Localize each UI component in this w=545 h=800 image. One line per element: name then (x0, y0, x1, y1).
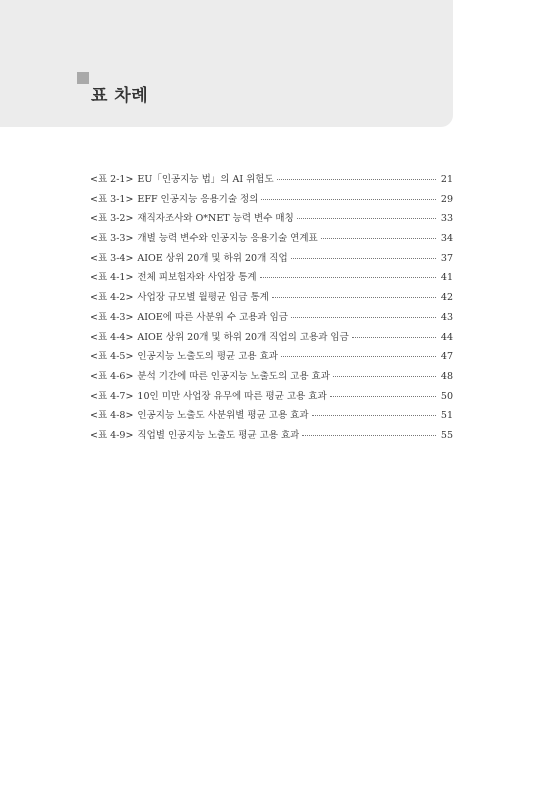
toc-entry[interactable] (90, 308, 453, 328)
toc-dot-leader (312, 415, 436, 416)
toc-entry-page: 44 (440, 331, 453, 343)
toc-dot-leader (321, 238, 436, 239)
toc-dot-leader (261, 199, 436, 200)
toc-entry-title: 사업장 규모별 월평균 임금 통계 (137, 292, 269, 304)
toc-entry-page: 55 (440, 429, 453, 441)
toc-dot-leader (291, 317, 436, 318)
toc-dot-leader (330, 396, 436, 397)
toc-entry-title: 인공지능 노출도 사분위별 평균 고용 효과 (137, 410, 309, 422)
toc-entry-number: <표 3-4> (90, 252, 134, 264)
toc-entry-title: 전체 피보험자와 사업장 통계 (137, 272, 257, 284)
toc-entry[interactable] (90, 170, 453, 190)
toc-dot-leader (333, 376, 436, 377)
toc-entry-title: AIOE에 따른 사분위 수 고용과 임금 (137, 311, 288, 323)
toc-dot-leader (260, 277, 436, 278)
toc-entry-number: <표 3-2> (90, 213, 134, 225)
toc-entry[interactable] (90, 347, 453, 367)
page-title: 표 차례 (91, 86, 149, 106)
toc-entry[interactable] (90, 229, 453, 249)
toc-entry-title: EU「인공지능 법」의 AI 위험도 (137, 174, 274, 185)
toc-entry-page: 34 (440, 233, 453, 245)
toc-entry-number: <표 4-5> (90, 351, 134, 363)
toc-entry-page: 51 (440, 410, 453, 422)
toc-entry-page: 47 (440, 351, 453, 363)
table-of-tables-list (90, 170, 453, 446)
toc-entry[interactable] (90, 190, 453, 210)
toc-dot-leader (277, 179, 436, 180)
toc-entry-number: <표 2-1> (90, 174, 134, 185)
toc-entry-title: 직업별 인공지능 노출도 평균 고용 효과 (137, 429, 300, 441)
toc-entry-number: <표 4-4> (90, 331, 134, 343)
toc-entry-number: <표 4-3> (90, 311, 134, 323)
header-band (0, 0, 453, 127)
toc-entry-page: 48 (440, 370, 453, 382)
toc-entry[interactable] (90, 249, 453, 269)
toc-entry[interactable] (90, 209, 453, 229)
toc-dot-leader (291, 258, 436, 259)
toc-entry[interactable] (90, 367, 453, 387)
toc-dot-leader (281, 356, 436, 357)
toc-entry[interactable] (90, 328, 453, 348)
toc-entry-number: <표 3-1> (90, 193, 134, 205)
toc-entry-title: 재직자조사와 O*NET 능력 변수 매칭 (137, 213, 294, 225)
toc-entry[interactable] (90, 268, 453, 288)
toc-entry-page: 42 (440, 292, 453, 304)
toc-entry-number: <표 4-8> (90, 410, 134, 422)
toc-entry[interactable] (90, 387, 453, 407)
toc-entry-title: 인공지능 노출도의 평균 고용 효과 (137, 351, 278, 363)
toc-entry-page: 29 (440, 193, 453, 205)
title-square-marker (77, 72, 89, 84)
toc-dot-leader (302, 435, 436, 436)
toc-entry-number: <표 4-7> (90, 390, 134, 402)
toc-entry-page: 50 (440, 390, 453, 402)
toc-entry-number: <표 4-9> (90, 429, 134, 441)
toc-entry[interactable] (90, 406, 453, 426)
toc-entry-page: 21 (440, 174, 453, 185)
toc-entry-number: <표 4-6> (90, 370, 134, 382)
toc-entry[interactable] (90, 426, 453, 446)
toc-dot-leader (272, 297, 436, 298)
toc-entry-number: <표 3-3> (90, 233, 134, 245)
toc-entry-title: 10인 미만 사업장 유무에 따른 평균 고용 효과 (137, 390, 327, 402)
toc-entry-page: 43 (440, 311, 453, 323)
toc-entry-title: 분석 기간에 따른 인공지능 노출도의 고용 효과 (137, 370, 330, 382)
toc-dot-leader (297, 218, 436, 219)
toc-dot-leader (352, 337, 436, 338)
toc-entry-title: AIOE 상위 20개 및 하위 20개 직업 (137, 252, 288, 264)
toc-entry-title: EFF 인공지능 응용기술 정의 (137, 193, 259, 205)
toc-entry[interactable] (90, 288, 453, 308)
toc-entry-number: <표 4-1> (90, 272, 134, 284)
toc-entry-page: 41 (440, 272, 453, 284)
toc-entry-number: <표 4-2> (90, 292, 134, 304)
toc-entry-title: AIOE 상위 20개 및 하위 20개 직업의 고용과 임금 (137, 331, 349, 343)
toc-entry-title: 개별 능력 변수와 인공지능 응용기술 연계표 (137, 233, 318, 245)
toc-entry-page: 37 (440, 252, 453, 264)
toc-entry-page: 33 (440, 213, 453, 225)
